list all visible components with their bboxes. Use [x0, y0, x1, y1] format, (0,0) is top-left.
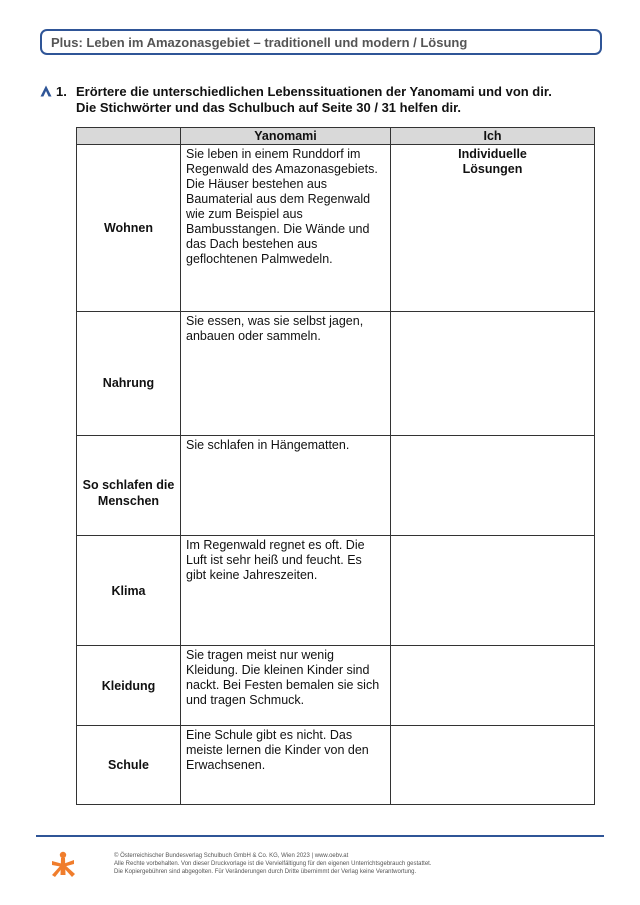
header-yanomami: Yanomami — [181, 128, 391, 145]
ich-cell — [391, 312, 595, 436]
yanomami-cell: Sie essen, was sie selbst jagen, anbauen oder sammeln. — [181, 312, 391, 436]
footer-line-3: Die Kopiergebühren sind abgegolten. Für Veränderungen durch Dritte übernimmt der Verlag keine Verantwortung. — [114, 869, 417, 875]
footer-copyright — [114, 852, 594, 876]
table-row — [77, 145, 595, 312]
footer-line-1: © Österreichischer Bundesverlag Schulbuch GmbH & Co. KG, Wien 2023 | www.oebv.at — [114, 853, 349, 859]
page-title: Plus: Leben im Amazonasgebiet – traditionell und modern / Lösung — [51, 34, 468, 50]
triangle-level-icon — [40, 85, 52, 97]
task-text-line-1: Erörtere die unterschiedlichen Lebenssituationen der Yanomami und von dir. — [76, 84, 552, 99]
row-label-text: So schlafen die Menschen — [82, 477, 175, 508]
ich-cell — [391, 726, 595, 805]
ich-answer: Individuelle Lösungen — [458, 147, 527, 176]
table-row — [77, 536, 595, 646]
oebv-logo-icon — [50, 851, 76, 879]
table-row — [77, 726, 595, 805]
yanomami-cell: Im Regenwald regnet es oft. Die Luft ist sehr heiß und feucht. Es gibt keine Jahreszeiten. — [181, 536, 391, 646]
comparison-table — [76, 127, 595, 805]
task-number: 1. — [56, 84, 67, 99]
ich-cell — [391, 646, 595, 726]
table-header-row — [77, 128, 595, 145]
table-row — [77, 312, 595, 436]
yanomami-cell: Sie tragen meist nur wenig Kleidung. Die kleinen Kinder sind nackt. Bei Festen bemalen sie sich und tragen Schmuck. — [181, 646, 391, 726]
task-text-line-2: Die Stichwörter und das Schulbuch auf Seite 30 / 31 helfen dir. — [76, 100, 462, 115]
ich-cell — [391, 145, 595, 312]
page-title-box — [40, 29, 602, 55]
row-label — [77, 436, 181, 536]
ich-cell — [391, 436, 595, 536]
row-label: Kleidung — [77, 646, 181, 726]
yanomami-cell: Eine Schule gibt es nicht. Das meiste lernen die Kinder von den Erwachsenen. — [181, 726, 391, 805]
ich-cell — [391, 536, 595, 646]
header-ich: Ich — [391, 128, 595, 145]
table-row — [77, 436, 595, 536]
footer-divider — [36, 835, 604, 837]
row-label: Klima — [77, 536, 181, 646]
row-label: Wohnen — [77, 145, 181, 312]
table-row — [77, 646, 595, 726]
footer-line-2: Alle Rechte vorbehalten. Von dieser Druckvorlage ist die Vervielfältigung für den eigenen Unterrichtsgebrauch gestattet. — [114, 861, 432, 867]
yanomami-cell: Sie schlafen in Hängematten. — [181, 436, 391, 536]
row-label: Schule — [77, 726, 181, 805]
row-label: Nahrung — [77, 312, 181, 436]
header-empty — [77, 128, 181, 145]
yanomami-cell: Sie leben in einem Runddorf im Regenwald des Amazonasgebiets. Die Häuser bestehen aus Baumaterial aus dem Regenwald wie zum Beispiel aus Bambusstangen. Die Wände und das Dach bestehen aus geflochtenen Palmwedeln. — [181, 145, 391, 312]
